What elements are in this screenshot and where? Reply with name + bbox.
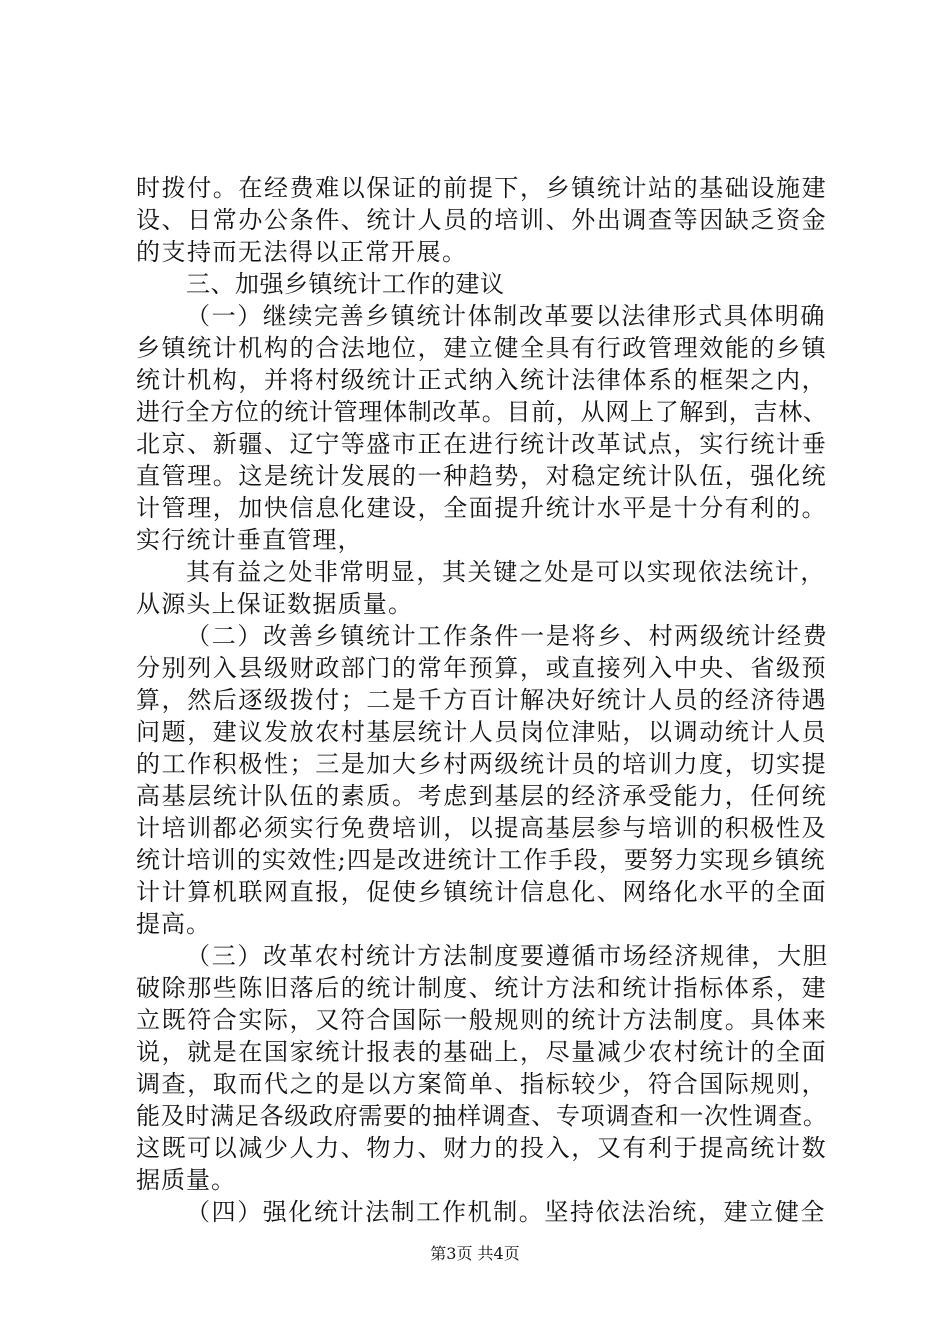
body-line-18: 问题，建议发放农村基层统计人员岗位津贴，以调动统计人员 — [136, 718, 828, 746]
body-line-28: 说，就是在国家统计报表的基础上，尽量减少农村统计的全面 — [136, 1038, 828, 1066]
body-line-16: 分别列入县级财政部门的常年预算，或直接列入中央、省级预 — [136, 654, 828, 682]
body-line-7: 统计机构，并将村级统计正式纳入统计法律体系的框架之内， — [136, 366, 828, 394]
body-line-26: 破除那些陈旧落后的统计制度、统计方法和统计指标体系，建 — [136, 974, 828, 1002]
body-line-15: （二）改善乡镇统计工作条件一是将乡、村两级统计经费 — [186, 622, 829, 650]
body-line-12: 实行统计垂直管理， — [136, 526, 363, 554]
body-line-1: 时拨付。在经费难以保证的前提下，乡镇统计站的基础设施建 — [136, 174, 828, 202]
body-line-13: 其有益之处非常明显，其关键之处是可以实现依法统计， — [186, 558, 826, 586]
body-line-33: （四）强化统计法制工作机制。坚持依法治统，建立健全 — [186, 1198, 826, 1226]
body-line-6: 乡镇统计机构的合法地位，建立健全具有行政管理效能的乡镇 — [136, 334, 828, 362]
body-line-10: 直管理。这是统计发展的一种趋势，对稳定统计队伍，强化统 — [136, 462, 828, 490]
page-number-footer: 第3页 共4页 — [430, 1244, 520, 1263]
section-heading: 三、加强乡镇统计工作的建议 — [186, 270, 505, 298]
body-line-30: 能及时满足各级政府需要的抽样调查、专项调查和一次性调查。 — [136, 1102, 828, 1130]
body-line-22: 统计培训的实效性;四是改进统计工作手段，要努力实现乡镇统 — [136, 846, 826, 874]
body-line-3: 的支持而无法得以正常开展。 — [136, 238, 468, 266]
body-line-11: 计管理，加快信息化建设，全面提升统计水平是十分有利的。 — [136, 494, 828, 522]
body-line-17: 算，然后逐级拨付；二是千方百计解决好统计人员的经济待遇 — [136, 686, 828, 714]
body-line-29: 调查，取而代之的是以方案简单、指标较少，符合国际规则， — [136, 1070, 828, 1098]
body-line-23: 计计算机联网直报，促使乡镇统计信息化、网络化水平的全面 — [136, 878, 828, 906]
body-line-8: 进行全方位的统计管理体制改革。目前，从网上了解到，吉林、 — [136, 398, 828, 426]
body-line-20: 高基层统计队伍的素质。考虑到基层的经济承受能力，任何统 — [136, 782, 828, 810]
body-line-24: 提高。 — [136, 910, 211, 938]
body-line-2: 设、日常办公条件、统计人员的培训、外出调查等因缺乏资金 — [136, 206, 828, 234]
body-line-9: 北京、新疆、辽宁等盛市正在进行统计改革试点，实行统计垂 — [136, 430, 828, 458]
body-line-14: 从源头上保证数据质量。 — [136, 590, 414, 618]
body-line-19: 的工作积极性；三是加大乡村两级统计员的培训力度，切实提 — [136, 750, 828, 778]
body-line-21: 计培训都必须实行免费培训，以提高基层参与培训的积极性及 — [136, 814, 828, 842]
body-line-25: （三）改革农村统计方法制度要遵循市场经济规律，大胆 — [186, 942, 829, 970]
body-line-27: 立既符合实际，又符合国际一般规则的统计方法制度。具体来 — [136, 1006, 828, 1034]
body-line-31: 这既可以减少人力、物力、财力的投入，又有利于提高统计数 — [136, 1134, 828, 1162]
body-line-5: （一）继续完善乡镇统计体制改革要以法律形式具体明确 — [186, 302, 826, 330]
body-line-32: 据质量。 — [136, 1166, 236, 1194]
